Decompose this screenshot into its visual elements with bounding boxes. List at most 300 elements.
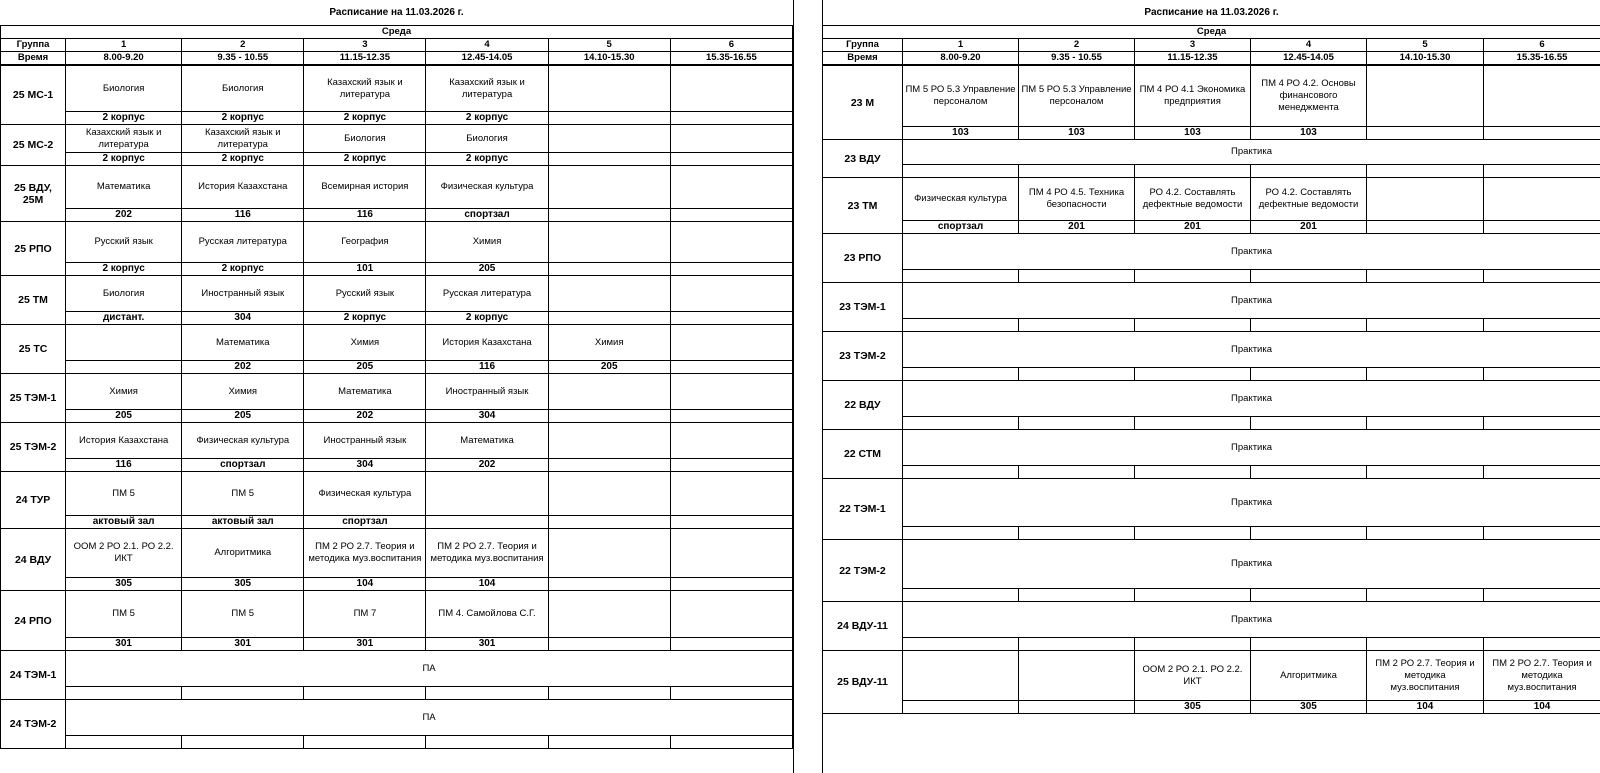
room-cell xyxy=(670,516,792,529)
room-cell: 205 xyxy=(66,410,182,423)
subject-cell: История Казахстана xyxy=(426,325,548,361)
subject-cell: Казахский язык и литература xyxy=(304,65,426,112)
room-cell xyxy=(548,687,670,700)
room-cell xyxy=(1484,638,1600,651)
room-row xyxy=(823,270,1600,283)
room-cell: 2 корпус xyxy=(66,153,182,166)
subject-cell xyxy=(548,125,670,153)
subject-cell: ПМ 4 РО 4.2. Основы финансового менеджмента xyxy=(1251,65,1367,127)
room-cell: 2 корпус xyxy=(304,153,426,166)
subject-cell: Химия xyxy=(66,374,182,410)
room-cell xyxy=(670,687,792,700)
room-cell xyxy=(548,516,670,529)
room-cell: 305 xyxy=(1135,701,1251,714)
room-cell: 304 xyxy=(426,410,548,423)
room-cell xyxy=(1367,127,1484,140)
room-cell xyxy=(548,459,670,472)
room-row xyxy=(823,165,1600,178)
schedule-row xyxy=(1,423,793,459)
schedule-row xyxy=(1,700,793,736)
room-cell xyxy=(1135,165,1251,178)
room-cell: 301 xyxy=(304,638,426,651)
subject-cell: Русский язык xyxy=(66,222,182,263)
room-cell xyxy=(548,578,670,591)
room-cell xyxy=(66,736,182,749)
room-cell xyxy=(1135,466,1251,479)
room-cell xyxy=(670,361,792,374)
room-cell xyxy=(548,312,670,325)
subject-cell: Казахский язык и литература xyxy=(182,125,304,153)
room-cell: 202 xyxy=(304,410,426,423)
room-cell xyxy=(903,589,1019,602)
room-cell xyxy=(1484,165,1600,178)
schedule-title: Расписание на 11.03.2026 г. xyxy=(329,6,464,18)
room-cell xyxy=(670,638,792,651)
subject-cell xyxy=(670,374,792,410)
room-cell xyxy=(903,527,1019,540)
room-cell xyxy=(903,368,1019,381)
group-name: 23 ТМ xyxy=(823,178,903,234)
room-cell: 116 xyxy=(426,361,548,374)
room-cell xyxy=(426,736,548,749)
subject-cell xyxy=(670,591,792,638)
group-name: 22 СТМ xyxy=(823,430,903,479)
subject-cell xyxy=(548,529,670,578)
group-name: 24 ТЭМ-1 xyxy=(1,651,66,700)
period-time: 14.10-15.30 xyxy=(1367,52,1484,66)
group-name: 23 РПО xyxy=(823,234,903,283)
group-name: 23 ВДУ xyxy=(823,140,903,178)
period-time: 14.10-15.30 xyxy=(548,52,670,66)
day-label: Среда xyxy=(1,26,793,39)
room-row xyxy=(823,221,1600,234)
room-cell xyxy=(66,361,182,374)
subject-cell: ПМ 5 РО 5.3 Управление персоналом xyxy=(903,65,1019,127)
group-header: Группа xyxy=(1,39,66,52)
schedule-row xyxy=(1,529,793,578)
schedule-row xyxy=(823,479,1600,527)
subject-cell: Химия xyxy=(304,325,426,361)
period-number: 5 xyxy=(1367,39,1484,52)
subject-cell xyxy=(670,65,792,112)
room-cell: спортзал xyxy=(304,516,426,529)
room-cell: 202 xyxy=(66,209,182,222)
room-cell xyxy=(548,112,670,125)
room-row xyxy=(1,112,793,125)
room-cell xyxy=(670,153,792,166)
subject-cell xyxy=(548,276,670,312)
room-cell xyxy=(304,736,426,749)
room-cell xyxy=(1484,319,1600,332)
room-cell: 2 корпус xyxy=(182,263,304,276)
schedule-row xyxy=(823,381,1600,417)
room-cell xyxy=(1484,527,1600,540)
subject-cell xyxy=(1019,651,1135,701)
room-cell: 104 xyxy=(304,578,426,591)
subject-cell: Физическая культура xyxy=(426,166,548,209)
room-cell xyxy=(1367,165,1484,178)
period-time: 9.35 - 10.55 xyxy=(182,52,304,66)
subject-cell xyxy=(548,472,670,516)
subject-cell xyxy=(426,472,548,516)
period-number: 6 xyxy=(670,39,792,52)
group-name: 25 МС-2 xyxy=(1,125,66,166)
room-cell: спортзал xyxy=(426,209,548,222)
subject-cell xyxy=(548,591,670,638)
room-row xyxy=(823,638,1600,651)
subject-cell: Химия xyxy=(182,374,304,410)
room-cell xyxy=(1484,127,1600,140)
subject-cell: Математика xyxy=(66,166,182,209)
period-number: 2 xyxy=(1019,39,1135,52)
room-cell xyxy=(1251,165,1367,178)
time-header: Время xyxy=(823,52,903,66)
subject-cell: Иностранный язык xyxy=(182,276,304,312)
subject-cell xyxy=(670,166,792,209)
room-cell: дистант. xyxy=(66,312,182,325)
group-name: 25 ВДУ-11 xyxy=(823,651,903,714)
subject-cell: Физическая культура xyxy=(903,178,1019,221)
room-cell xyxy=(1484,589,1600,602)
subject-cell: Физическая культура xyxy=(304,472,426,516)
room-cell xyxy=(670,736,792,749)
merged-activity-cell: Практика xyxy=(903,283,1600,319)
room-row xyxy=(823,368,1600,381)
room-cell: 2 корпус xyxy=(426,112,548,125)
merged-activity-cell: Практика xyxy=(903,540,1600,589)
room-cell: 103 xyxy=(1019,127,1135,140)
group-name: 22 ТЭМ-2 xyxy=(823,540,903,602)
subject-cell xyxy=(548,423,670,459)
room-cell xyxy=(1367,368,1484,381)
schedule-row xyxy=(1,166,793,209)
group-name: 24 РПО xyxy=(1,591,66,651)
subject-cell: Физическая культура xyxy=(182,423,304,459)
room-cell xyxy=(548,153,670,166)
subject-cell: ПМ 4 РО 4.5. Техника безопасности xyxy=(1019,178,1135,221)
subject-cell: Алгоритмика xyxy=(1251,651,1367,701)
room-cell xyxy=(548,209,670,222)
room-row xyxy=(823,417,1600,430)
subject-cell: ПМ 5 xyxy=(182,591,304,638)
subject-cell: РО 4.2. Составлять дефектные ведомости xyxy=(1135,178,1251,221)
merged-activity-cell: ПА xyxy=(66,700,793,736)
room-row xyxy=(1,209,793,222)
subject-cell: Алгоритмика xyxy=(182,529,304,578)
room-row xyxy=(1,312,793,325)
room-cell: 201 xyxy=(1135,221,1251,234)
group-name: 25 МС-1 xyxy=(1,65,66,125)
room-cell xyxy=(1135,270,1251,283)
room-row xyxy=(823,127,1600,140)
schedule-row xyxy=(1,591,793,638)
room-cell xyxy=(1484,270,1600,283)
subject-cell xyxy=(670,325,792,361)
subject-cell: Иностранный язык xyxy=(304,423,426,459)
group-name: 24 ВДУ xyxy=(1,529,66,591)
merged-activity-cell: Практика xyxy=(903,479,1600,527)
room-cell xyxy=(1135,638,1251,651)
subject-cell: Химия xyxy=(548,325,670,361)
room-cell xyxy=(903,165,1019,178)
subject-cell: Биология xyxy=(426,125,548,153)
subject-cell: Всемирная история xyxy=(304,166,426,209)
room-row xyxy=(1,516,793,529)
period-number: 4 xyxy=(1251,39,1367,52)
left-schedule-sheet xyxy=(0,0,793,749)
room-row xyxy=(1,361,793,374)
schedule-row xyxy=(1,65,793,112)
room-cell xyxy=(1367,527,1484,540)
room-cell: 305 xyxy=(182,578,304,591)
group-name: 24 ВДУ-11 xyxy=(823,602,903,651)
room-cell xyxy=(1484,221,1600,234)
subject-cell: Биология xyxy=(182,65,304,112)
room-cell: 2 корпус xyxy=(304,312,426,325)
subject-cell xyxy=(66,325,182,361)
schedule-title: Расписание на 11.03.2026 г. xyxy=(1144,6,1279,18)
room-cell: 205 xyxy=(304,361,426,374)
subject-cell: История Казахстана xyxy=(182,166,304,209)
room-row xyxy=(823,701,1600,714)
room-cell: спортзал xyxy=(903,221,1019,234)
room-cell: 2 корпус xyxy=(304,112,426,125)
room-cell: 205 xyxy=(548,361,670,374)
group-name: 25 ТЭМ-2 xyxy=(1,423,66,472)
subject-cell: РО 4.2. Составлять дефектные ведомости xyxy=(1251,178,1367,221)
room-cell: 104 xyxy=(1367,701,1484,714)
room-cell: 2 корпус xyxy=(66,263,182,276)
schedule-row xyxy=(823,430,1600,466)
room-cell xyxy=(1019,319,1135,332)
schedule-row xyxy=(1,374,793,410)
group-name: 22 ВДУ xyxy=(823,381,903,430)
room-cell: 103 xyxy=(1135,127,1251,140)
schedule-row xyxy=(1,125,793,153)
subject-cell: ПМ 2 РО 2.7. Теория и методика муз.воспитания xyxy=(1367,651,1484,701)
room-cell xyxy=(426,687,548,700)
room-cell: 116 xyxy=(304,209,426,222)
room-cell xyxy=(548,263,670,276)
subject-cell xyxy=(1367,178,1484,221)
room-cell xyxy=(670,209,792,222)
subject-cell xyxy=(1484,178,1600,221)
subject-cell xyxy=(670,222,792,263)
subject-cell: История Казахстана xyxy=(66,423,182,459)
subject-cell xyxy=(903,651,1019,701)
subject-cell xyxy=(670,423,792,459)
room-cell xyxy=(670,263,792,276)
period-number: 3 xyxy=(304,39,426,52)
subject-cell xyxy=(670,125,792,153)
subject-cell: Математика xyxy=(426,423,548,459)
schedule-row xyxy=(823,178,1600,221)
room-row xyxy=(1,263,793,276)
room-row xyxy=(823,319,1600,332)
group-name: 23 М xyxy=(823,65,903,140)
group-name: 24 ТУР xyxy=(1,472,66,529)
right-schedule-table xyxy=(822,0,1600,714)
room-row xyxy=(823,466,1600,479)
room-cell xyxy=(1135,589,1251,602)
room-cell xyxy=(1019,589,1135,602)
room-row xyxy=(1,410,793,423)
subject-cell xyxy=(670,276,792,312)
subject-cell: ПМ 5 РО 5.3 Управление персоналом xyxy=(1019,65,1135,127)
schedule-row xyxy=(823,651,1600,701)
schedule-row xyxy=(823,540,1600,589)
room-cell xyxy=(1484,417,1600,430)
schedule-row xyxy=(1,276,793,312)
subject-cell xyxy=(548,222,670,263)
subject-cell: Биология xyxy=(66,65,182,112)
subject-cell: Математика xyxy=(182,325,304,361)
time-header: Время xyxy=(1,52,66,66)
merged-activity-cell: ПА xyxy=(66,651,793,687)
subject-cell xyxy=(670,529,792,578)
room-cell xyxy=(182,687,304,700)
room-cell xyxy=(670,459,792,472)
room-cell xyxy=(1019,466,1135,479)
subject-cell xyxy=(548,166,670,209)
room-cell xyxy=(1484,466,1600,479)
period-number: 2 xyxy=(182,39,304,52)
room-cell xyxy=(670,578,792,591)
room-cell xyxy=(1484,368,1600,381)
room-cell xyxy=(903,466,1019,479)
room-cell xyxy=(903,270,1019,283)
room-cell: 305 xyxy=(66,578,182,591)
room-cell: 305 xyxy=(1251,701,1367,714)
room-cell: 116 xyxy=(66,459,182,472)
subject-cell: Математика xyxy=(304,374,426,410)
period-time: 11.15-12.35 xyxy=(304,52,426,66)
period-number: 4 xyxy=(426,39,548,52)
subject-cell: ПМ 4. Самойлова С.Г. xyxy=(426,591,548,638)
subject-cell: Русский язык xyxy=(304,276,426,312)
room-cell: 2 корпус xyxy=(182,153,304,166)
subject-cell xyxy=(1484,65,1600,127)
subject-cell: ООМ 2 РО 2.1. РО 2.2. ИКТ xyxy=(66,529,182,578)
period-number: 1 xyxy=(66,39,182,52)
subject-cell: ПМ 2 РО 2.7. Теория и методика муз.воспитания xyxy=(426,529,548,578)
room-cell xyxy=(548,410,670,423)
room-cell: 201 xyxy=(1019,221,1135,234)
room-cell xyxy=(1367,270,1484,283)
room-cell xyxy=(1367,319,1484,332)
subject-cell: Химия xyxy=(426,222,548,263)
subject-cell: ПМ 4 РО 4.1 Экономика предприятия xyxy=(1135,65,1251,127)
subject-cell: Биология xyxy=(304,125,426,153)
room-cell: актовый зал xyxy=(182,516,304,529)
subject-cell: ПМ 7 xyxy=(304,591,426,638)
merged-activity-cell: Практика xyxy=(903,381,1600,417)
room-cell xyxy=(1135,527,1251,540)
period-time: 8.00-9.20 xyxy=(66,52,182,66)
left-schedule-table xyxy=(0,0,793,749)
room-cell xyxy=(1019,527,1135,540)
subject-cell: Русская литература xyxy=(426,276,548,312)
period-number: 5 xyxy=(548,39,670,52)
room-cell xyxy=(182,736,304,749)
room-cell: 304 xyxy=(182,312,304,325)
room-cell xyxy=(426,516,548,529)
room-cell: 202 xyxy=(182,361,304,374)
schedule-row xyxy=(823,283,1600,319)
subject-cell: Казахский язык и литература xyxy=(426,65,548,112)
room-cell xyxy=(903,638,1019,651)
subject-cell: Казахский язык и литература xyxy=(66,125,182,153)
room-cell xyxy=(1019,701,1135,714)
subject-cell: ПМ 2 РО 2.7. Теория и методика муз.воспитания xyxy=(304,529,426,578)
group-name: 25 ТС xyxy=(1,325,66,374)
subject-cell: Иностранный язык xyxy=(426,374,548,410)
room-cell xyxy=(1135,319,1251,332)
room-cell xyxy=(66,687,182,700)
room-cell xyxy=(1251,270,1367,283)
subject-cell: ПМ 2 РО 2.7. Теория и методика муз.воспитания xyxy=(1484,651,1600,701)
room-cell: 2 корпус xyxy=(426,153,548,166)
room-cell: 103 xyxy=(903,127,1019,140)
period-number: 3 xyxy=(1135,39,1251,52)
right-schedule-sheet xyxy=(822,0,1600,714)
merged-activity-cell: Практика xyxy=(903,602,1600,638)
subject-cell: ПМ 5 xyxy=(66,591,182,638)
room-cell: 301 xyxy=(66,638,182,651)
schedule-row xyxy=(1,325,793,361)
subject-cell: Русская литература xyxy=(182,222,304,263)
merged-activity-cell: Практика xyxy=(903,332,1600,368)
day-label: Среда xyxy=(823,26,1600,39)
room-cell xyxy=(548,736,670,749)
room-cell: 205 xyxy=(426,263,548,276)
room-cell xyxy=(1251,527,1367,540)
room-cell xyxy=(1019,417,1135,430)
schedule-row xyxy=(823,332,1600,368)
room-cell: 202 xyxy=(426,459,548,472)
room-cell xyxy=(304,687,426,700)
subject-cell: География xyxy=(304,222,426,263)
schedule-row xyxy=(823,602,1600,638)
room-row xyxy=(1,459,793,472)
schedule-row xyxy=(823,65,1600,127)
period-time: 12.45-14.05 xyxy=(426,52,548,66)
room-cell xyxy=(1251,368,1367,381)
schedule-row xyxy=(1,651,793,687)
period-time: 12.45-14.05 xyxy=(1251,52,1367,66)
group-name: 25 РПО xyxy=(1,222,66,276)
room-cell: 2 корпус xyxy=(426,312,548,325)
room-row xyxy=(823,527,1600,540)
period-time: 15.35-16.55 xyxy=(1484,52,1600,66)
room-cell xyxy=(1019,270,1135,283)
room-cell: 304 xyxy=(304,459,426,472)
sheet-divider xyxy=(793,0,794,773)
group-name: 23 ТЭМ-1 xyxy=(823,283,903,332)
group-name: 25 ТМ xyxy=(1,276,66,325)
room-cell xyxy=(548,638,670,651)
period-number: 1 xyxy=(903,39,1019,52)
subject-cell: ООМ 2 РО 2.1. РО 2.2. ИКТ xyxy=(1135,651,1251,701)
room-cell: 2 корпус xyxy=(66,112,182,125)
schedule-row xyxy=(823,140,1600,165)
group-name: 25 ВДУ, 25М xyxy=(1,166,66,222)
group-name: 23 ТЭМ-2 xyxy=(823,332,903,381)
room-row xyxy=(1,736,793,749)
schedule-row xyxy=(823,234,1600,270)
room-cell xyxy=(1367,417,1484,430)
schedule-row xyxy=(1,472,793,516)
